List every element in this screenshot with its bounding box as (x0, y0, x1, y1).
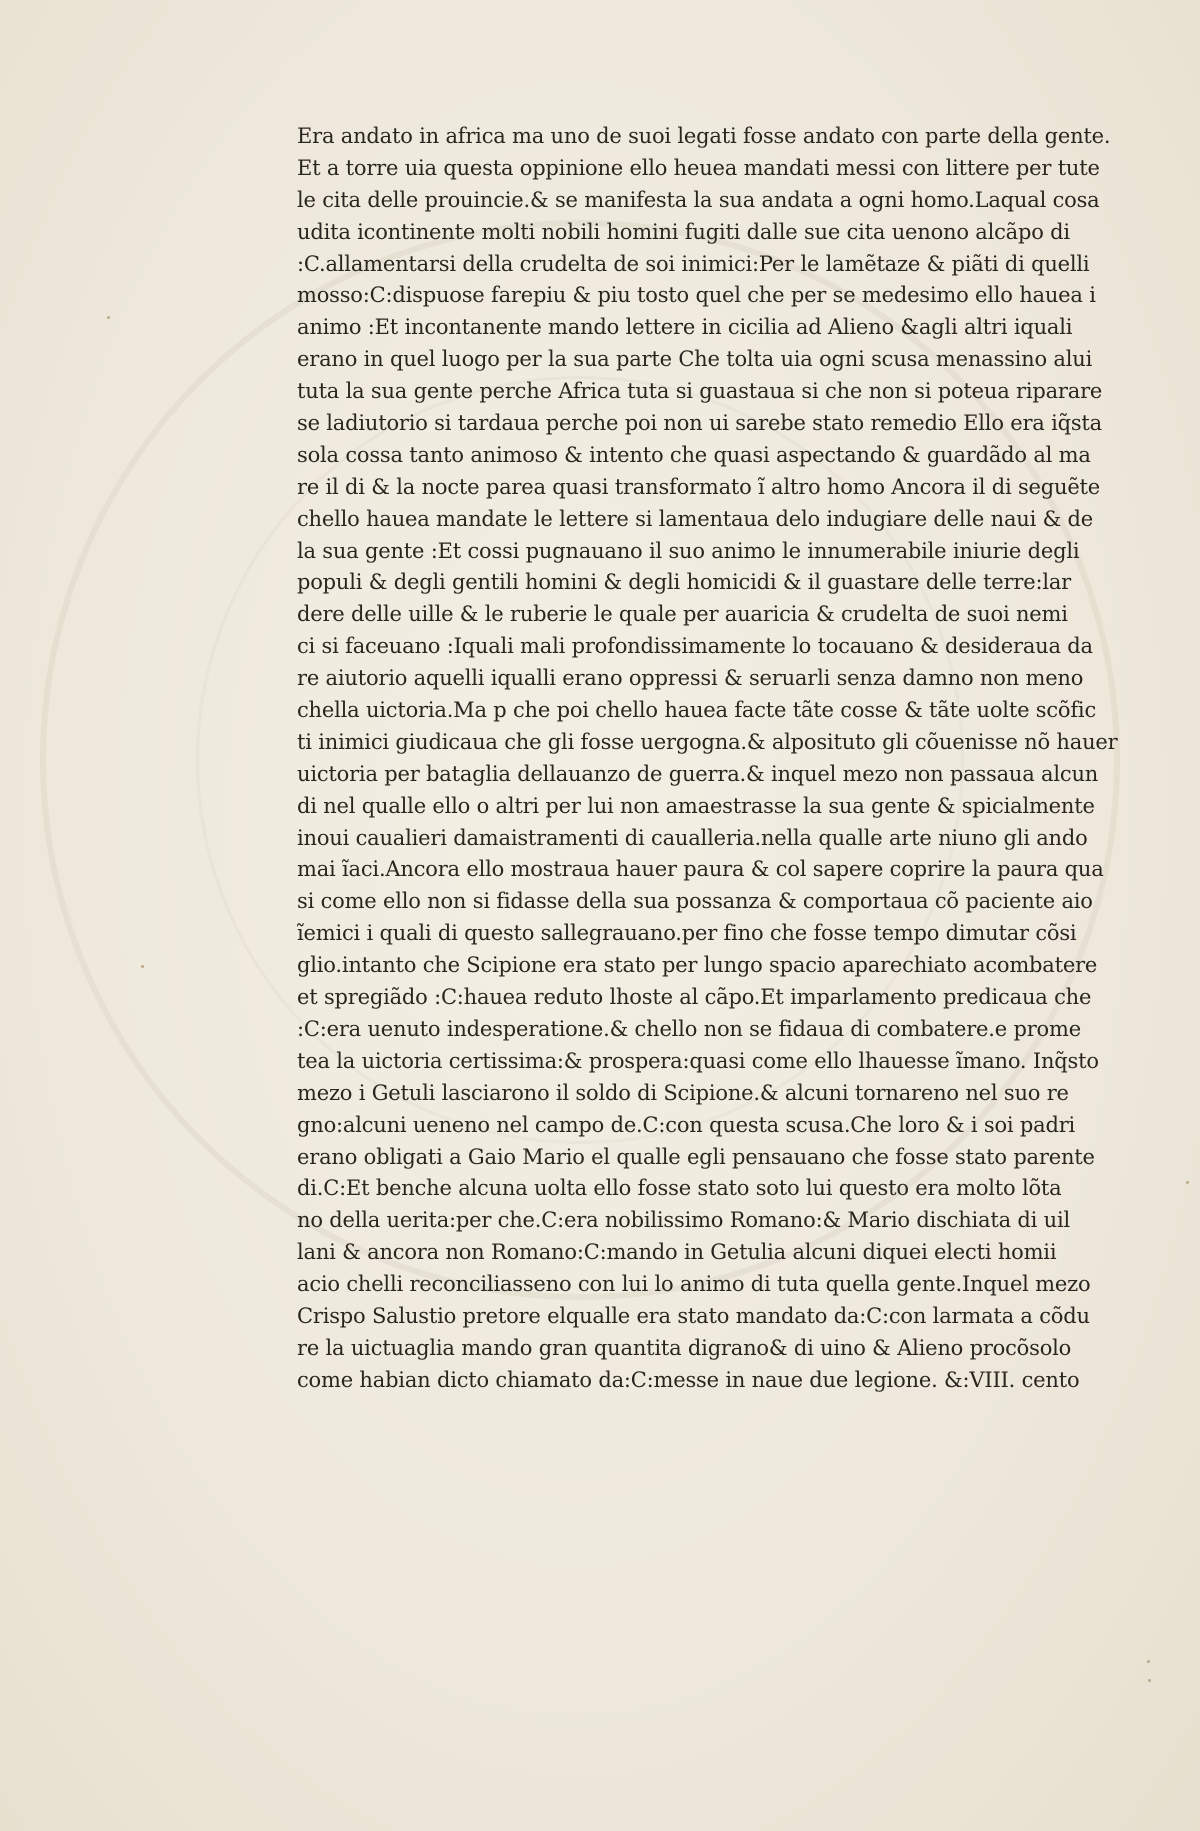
text-line: tuta la sua gente perche Africa tuta si guastaua si che non si poteua riparare (297, 379, 1103, 404)
text-line: :C.allamentarsi della crudelta de soi inimici:Per le lamẽtaze & piãti di quelli (297, 251, 1090, 276)
paper-speck (1148, 1679, 1151, 1682)
text-line: le cita delle prouincie.& se manifesta la sua andata a ogni homo.Laqual cosa (297, 187, 1100, 212)
text-line: dere delle uille & le ruberie le quale per auaricia & crudelta de suoi nemi (297, 602, 1068, 627)
text-line: udita icontinente molti nobili homini fugiti dalle sue cita uenono alcãpo di (297, 219, 1070, 244)
text-line: ti inimici giudicaua che gli fosse uergogna.& alposituto gli cõuenisse nõ hauer (297, 729, 1118, 754)
text-line: ĩemici i quali di questo sallegrauano.per fino che fosse tempo dimutar cõsi (297, 921, 1077, 946)
text-line: se ladiutorio si tardaua perche poi non ui sarebe stato remedio Ello era iq̃sta (297, 411, 1102, 436)
text-line: di nel qualle ello o altri per lui non amaestrasse la sua gente & spicialmente (297, 793, 1095, 818)
text-line: uictoria per bataglia dellauanzo de guerra.& inquel mezo non passaua alcun (297, 761, 1099, 786)
paper-speck (1186, 1181, 1189, 1184)
text-line: populi & degli gentili homini & degli homicidi & il guastare delle terre:lar (297, 570, 1071, 595)
text-line: re aiutorio aquelli iqualli erano oppressi & seruarli senza damno non meno (297, 666, 1084, 691)
text-line: chella uictoria.Ma p che poi chello hauea facte tãte cosse & tãte uolte scõfic (297, 698, 1097, 723)
text-column (297, 121, 1129, 1397)
text-line: ci si faceuano :Iquali mali profondissimamente lo tocauano & desideraua da (297, 634, 1093, 659)
text-line: mosso:C:dispuose farepiu & piu tosto quel che per se medesimo ello hauea i (297, 283, 1096, 308)
paper-speck (1147, 1660, 1150, 1663)
text-line: erano obligati a Gaio Mario el qualle egli pensauano che fosse stato parente (297, 1144, 1095, 1169)
text-line: Crispo Salustio pretore elqualle era stato mandato da:C:con larmata a cõdu (297, 1303, 1090, 1328)
text-line: sola cossa tanto animoso & intento che quasi aspectando & guardãdo al ma (297, 442, 1091, 467)
text-line: chello hauea mandate le lettere si lamentaua delo indugiare delle naui & de (297, 506, 1094, 531)
text-line: la sua gente :Et cossi pugnauano il suo animo le innumerabile iniurie degli (297, 538, 1080, 563)
text-line: :C:era uenuto indesperatione.& chello non se fidaua di combatere.e prome (297, 1016, 1081, 1041)
text-line: re la uictuaglia mando gran quantita digrano& di uino & Alieno procõsolo (297, 1335, 1072, 1360)
text-line: come habian dicto chiamato da:C:messe in naue due legione. &:VIII. cento (297, 1367, 1080, 1392)
text-line: inoui caualieri damaistramenti di caualleria.nella qualle arte niuno gli ando (297, 825, 1088, 850)
text-line: et spregiãdo :C:hauea reduto lhoste al cãpo.Et imparlamento predicaua che (297, 985, 1092, 1010)
text-line: acio chelli reconciliasseno con lui lo animo di tuta quella gente.Inquel mezo (297, 1272, 1091, 1297)
text-line: animo :Et incontanente mando lettere in cicilia ad Alieno &agli altri iquali (297, 315, 1073, 340)
text-line: Era andato in africa ma uno de suoi legati fosse andato con parte della gente. (297, 124, 1111, 148)
text-line: di.C:Et benche alcuna uolta ello fosse stato soto lui questo era molto lõta (297, 1176, 1062, 1201)
text-line: no della uerita:per che.C:era nobilissimo Romano:& Mario dischiata di uil (297, 1208, 1071, 1233)
text-line: Et a torre uia questa oppinione ello heuea mandati messi con littere per tute (297, 155, 1100, 180)
text-line: erano in quel luogo per la sua parte Che tolta uia ogni scusa menassino alui (297, 347, 1093, 372)
text-line: gno:alcuni ueneno nel campo de.C:con questa scusa.Che loro & i soi padri (297, 1112, 1076, 1137)
text-line: tea la uictoria certissima:& prospera:quasi come ello lhauesse ĩmano. Inq̃sto (297, 1048, 1099, 1073)
paper-speck (107, 316, 110, 319)
text-line: si come ello non si fidasse della sua possanza & comportaua cõ paciente aio (297, 889, 1093, 914)
text-line: re il di & la nocte parea quasi transformato ĩ altro homo Ancora il di seguẽte (297, 474, 1101, 499)
text-line: glio.intanto che Scipione era stato per lungo spacio aparechiato acombatere (297, 953, 1098, 978)
text-line: lani & ancora non Romano:C:mando in Getulia alcuni diquei electi homii (297, 1240, 1057, 1265)
text-line: mezo i Getuli lasciarono il soldo di Scipione.& alcuni tornareno nel suo re (297, 1080, 1069, 1105)
text-line: mai ĩaci.Ancora ello mostraua hauer paura & col sapere coprire la paura qua (297, 857, 1104, 882)
paper-speck (141, 965, 144, 968)
